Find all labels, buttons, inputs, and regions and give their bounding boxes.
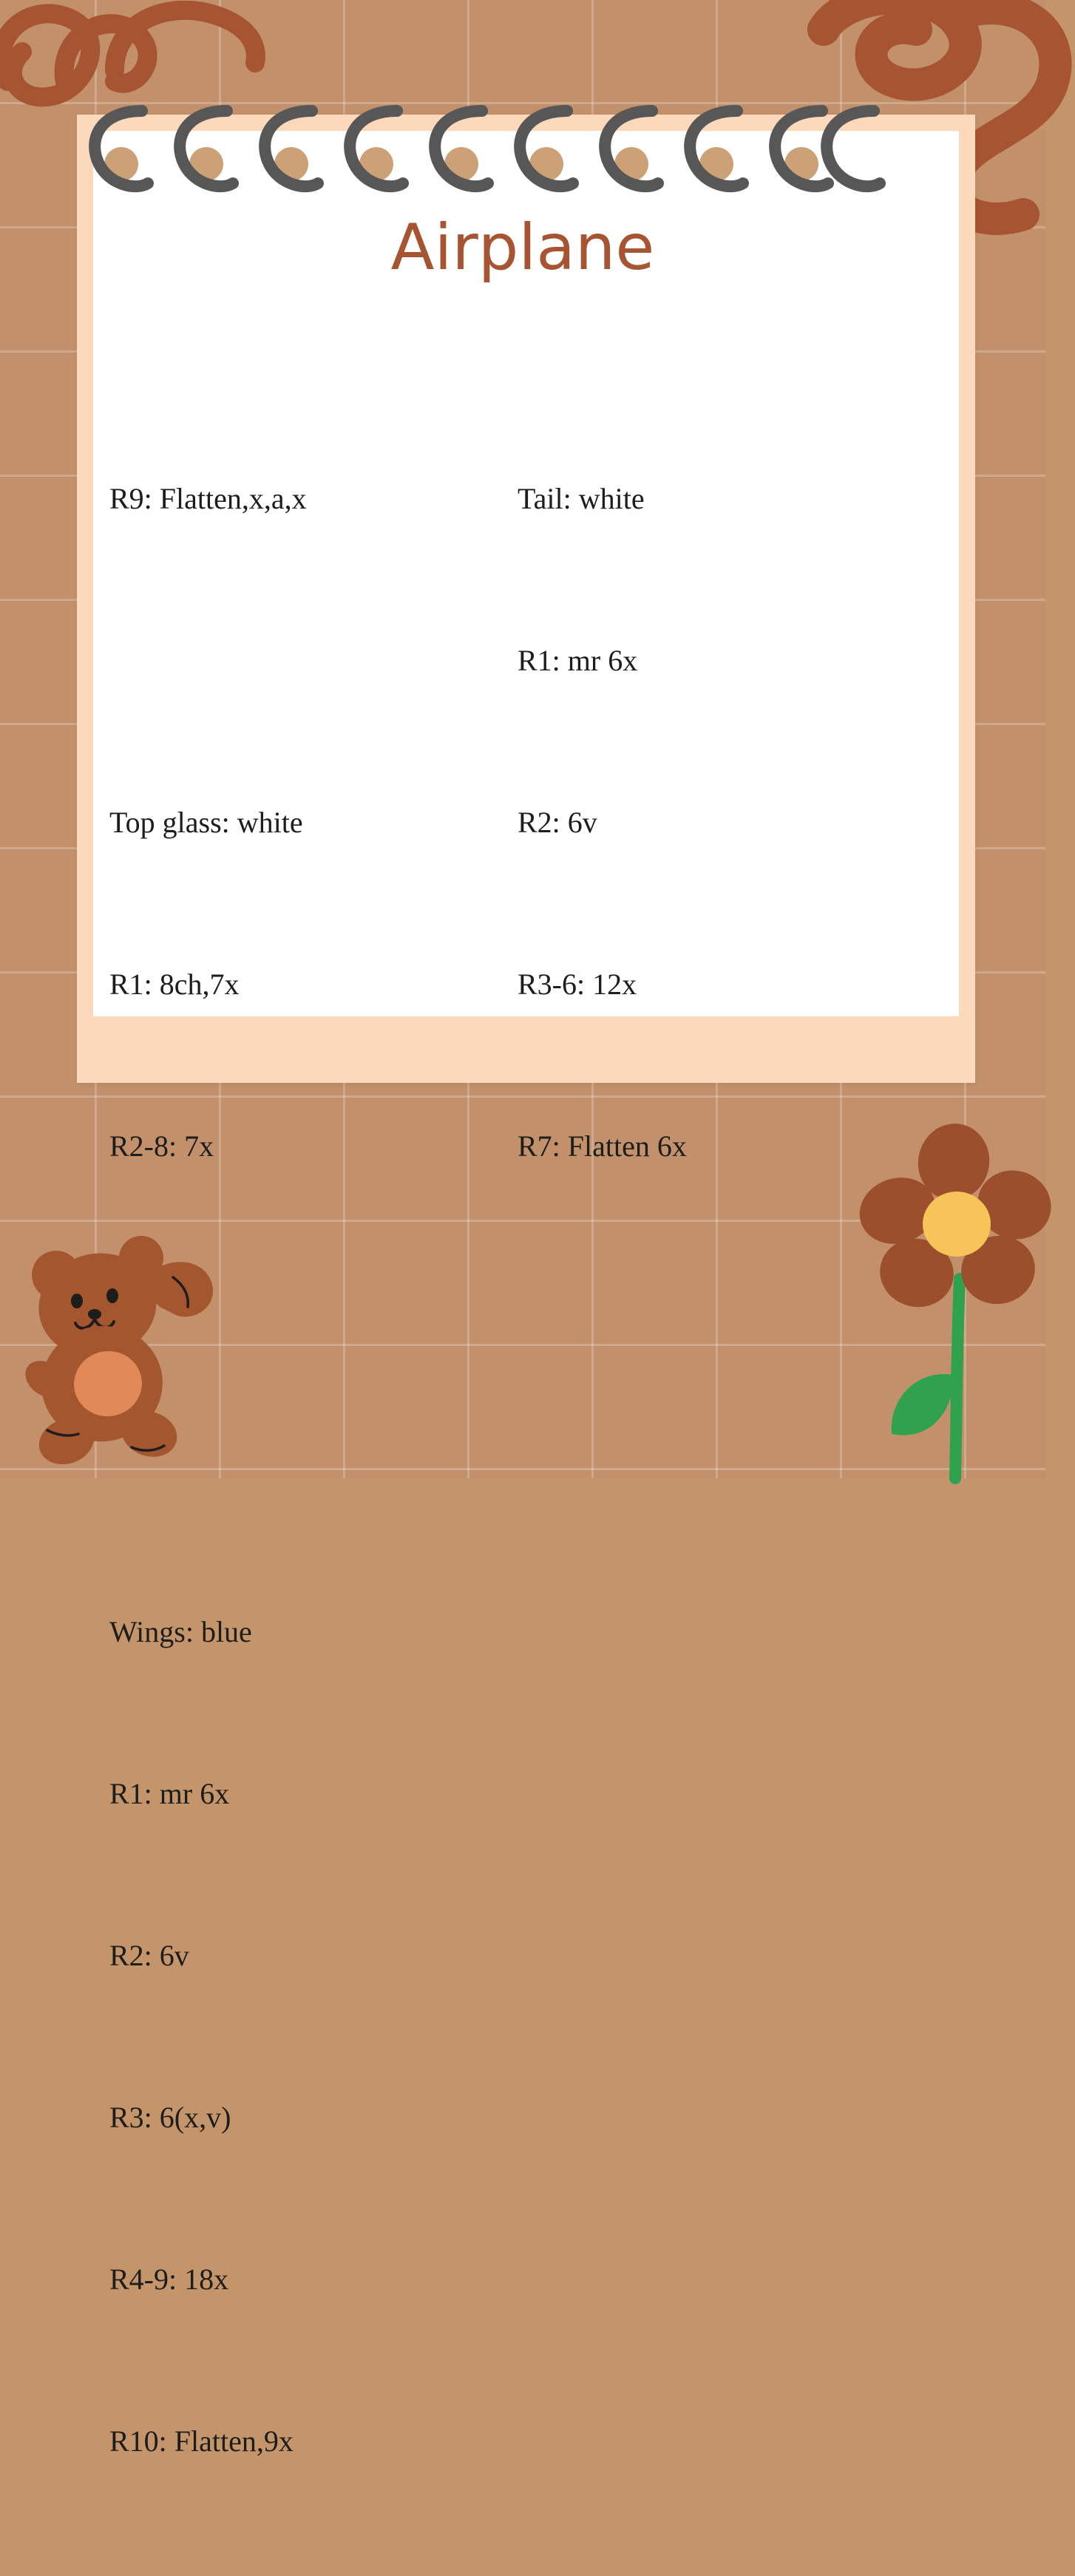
pattern-left-column xyxy=(109,364,420,2576)
text-line: Tail: white xyxy=(518,482,645,515)
text-line: R1: mr 6x xyxy=(518,644,638,677)
text-line: R9: Flatten,x,a,x xyxy=(109,482,307,515)
text-line: R3: 6(x,v) xyxy=(109,2101,231,2134)
text-line: R3-6: 12x xyxy=(518,968,637,1001)
text-line: R2: 6v xyxy=(109,1939,189,1972)
page-title: Airplane xyxy=(390,211,655,285)
text-line: R10: Flatten,9x xyxy=(109,2424,294,2458)
text-line: Top glass: white xyxy=(109,806,303,839)
blank-line xyxy=(109,633,420,687)
text-line: Wings: blue xyxy=(109,1615,252,1648)
text-line: R2: 6v xyxy=(518,806,597,839)
flower-icon xyxy=(846,1094,1038,1478)
text-line: R1: 8ch,7x xyxy=(109,968,240,1001)
text-line: R7: Flatten 6x xyxy=(518,1129,687,1163)
text-line: R4-9: 18x xyxy=(109,2263,229,2296)
pattern-right-column xyxy=(518,364,835,1281)
text-line: R1: mr 6x xyxy=(109,1777,230,1810)
teddy-bear-icon xyxy=(15,1197,237,1464)
text-line: R2-8: 7x xyxy=(109,1129,214,1163)
